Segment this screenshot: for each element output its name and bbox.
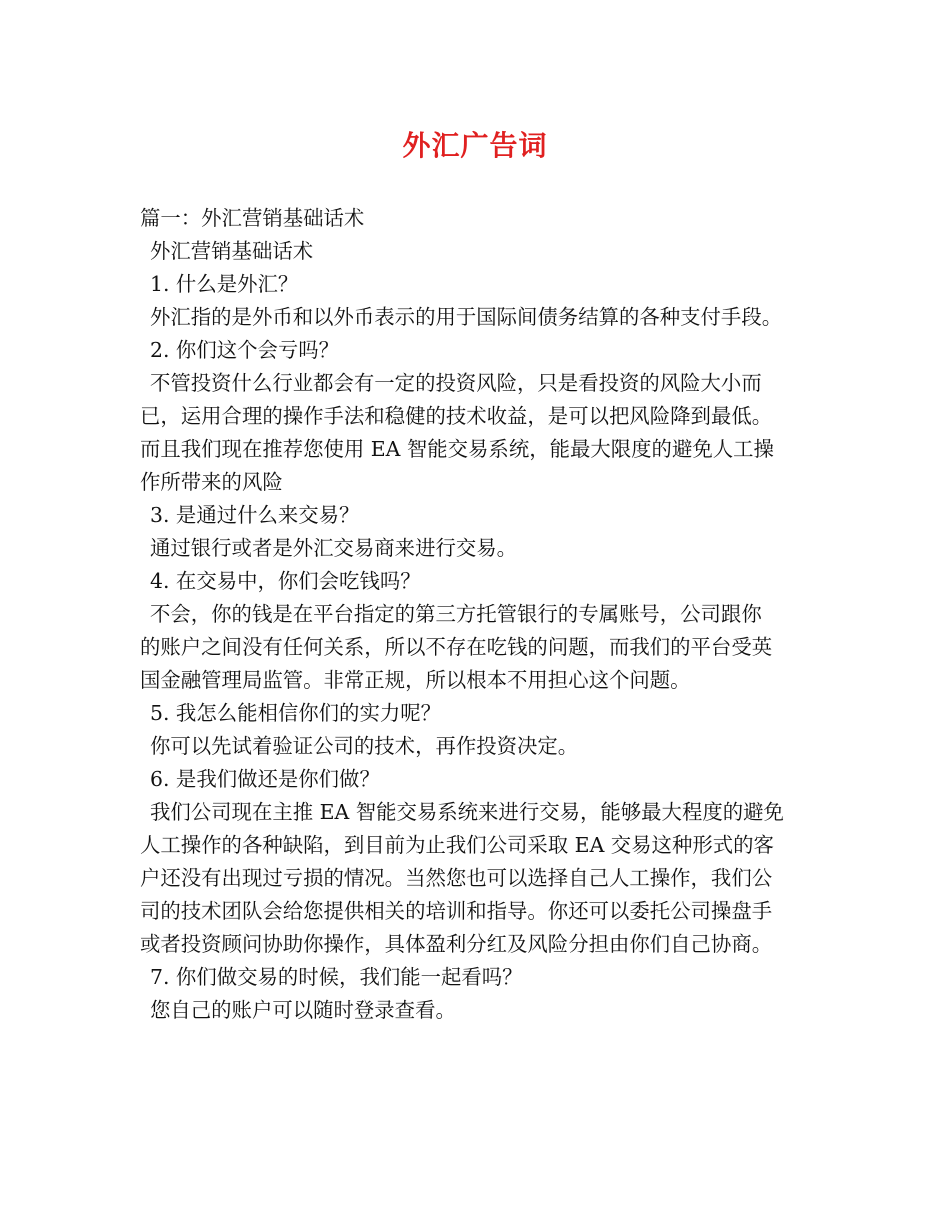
text-line: 3. 是通过什么来交易？ [150, 503, 360, 527]
text-line: 作所带来的风险 [140, 470, 283, 494]
document-title: 外汇广告词 [402, 129, 548, 162]
text-line: 5. 我怎么能相信你们的实力呢？ [150, 701, 442, 725]
document-body [140, 202, 812, 1027]
text-line: 6. 是我们做还是你们做？ [150, 767, 380, 791]
text-line: 不管投资什么行业都会有一定的投资风险，只是看投资的风险大小而 [150, 371, 762, 395]
text-line: 7. 你们做交易的时候，我们能一起看吗？ [150, 965, 523, 989]
text-line: 司的技术团队会给您提供相关的培训和指导。你还可以委托公司操盘手 [140, 899, 773, 923]
text-line: 已，运用合理的操作手法和稳健的技术收益，是可以把风险降到最低。 [140, 404, 773, 428]
text-line: 人工操作的各种缺陷，到目前为止我们公司采取 EA 交易这种形式的客 [140, 833, 774, 857]
text-line: 您自己的账户可以随时登录查看。 [150, 998, 456, 1022]
text-line: 我们公司现在主推 EA 智能交易系统来进行交易，能够最大程度的避免 [150, 800, 784, 824]
text-line: 通过银行或者是外汇交易商来进行交易。 [150, 536, 518, 560]
text-line: 户还没有出现过亏损的情况。当然您也可以选择自己人工操作，我们公 [140, 866, 773, 890]
text-line: 或者投资顾问协助你操作，具体盈利分红及风险分担由你们自己协商。 [140, 932, 773, 956]
text-line: 你可以先试着验证公司的技术，再作投资决定。 [150, 734, 579, 758]
text-line: 1. 什么是外汇？ [150, 272, 299, 296]
text-line: 国金融管理局监管。非常正规，所以根本不用担心这个问题。 [140, 668, 691, 692]
text-line: 外汇指的是外币和以外币表示的用于国际间债务结算的各种支付手段。 [150, 305, 783, 329]
text-line: 而且我们现在推荐您使用 EA 智能交易系统，能最大限度的避免人工操 [140, 437, 774, 461]
text-line: 不会，你的钱是在平台指定的第三方托管银行的专属账号，公司跟你 [150, 602, 762, 626]
text-line: 的账户之间没有任何关系，所以不存在吃钱的问题，而我们的平台受英 [140, 635, 773, 659]
text-line: 外汇营销基础话术 [150, 239, 314, 263]
text-line: 篇一：外汇营销基础话术 [140, 206, 365, 230]
text-line: 2. 你们这个会亏吗？ [150, 338, 340, 362]
text-line: 4. 在交易中，你们会吃钱吗？ [150, 569, 421, 593]
